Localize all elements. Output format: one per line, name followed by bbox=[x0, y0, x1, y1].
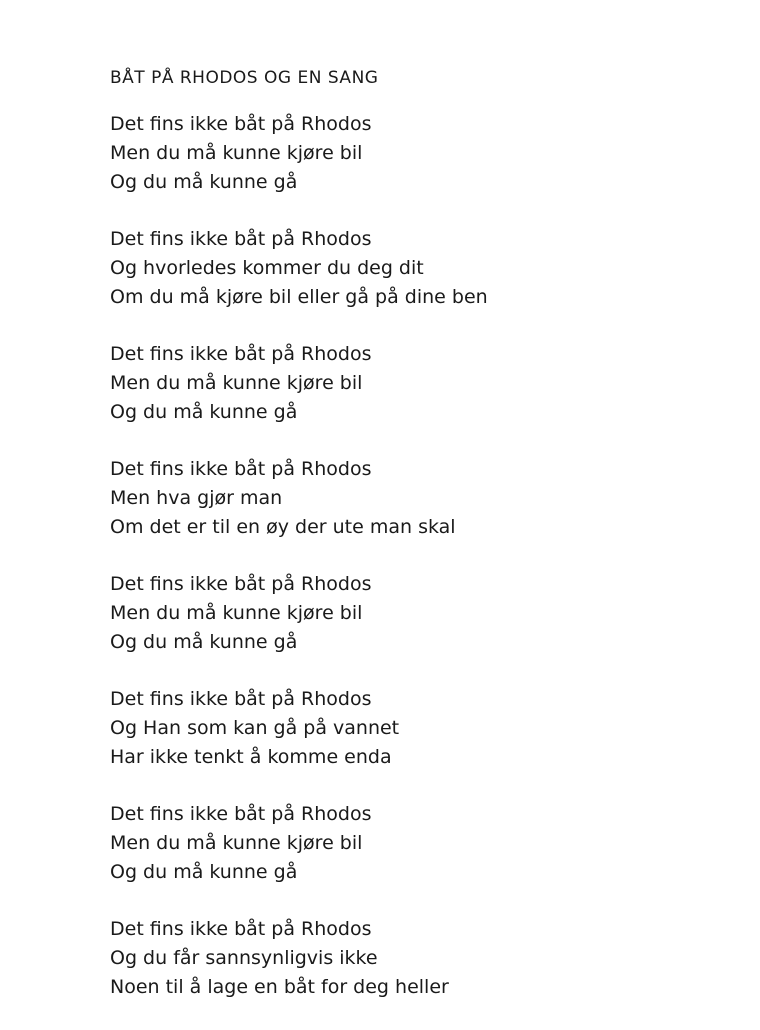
lyric-line: Det fins ikke båt på Rhodos bbox=[110, 113, 372, 135]
lyric-line: Og du må kunne gå bbox=[110, 631, 298, 653]
lyric-line: Det fins ikke båt på Rhodos bbox=[110, 228, 372, 250]
lyric-line: Og Han som kan gå på vannet bbox=[110, 717, 400, 739]
stanza-1 bbox=[110, 110, 730, 197]
stanza-6 bbox=[110, 685, 730, 772]
lyric-line: Og du må kunne gå bbox=[110, 861, 298, 883]
lyric-line: Men du må kunne kjøre bil bbox=[110, 832, 363, 854]
stanza-4 bbox=[110, 455, 730, 542]
lyric-line: Det fins ikke båt på Rhodos bbox=[110, 803, 372, 825]
lyric-line: Det fins ikke båt på Rhodos bbox=[110, 573, 372, 595]
song-title: BÅT PÅ RHODOS OG EN SANG bbox=[110, 68, 379, 88]
lyric-line: Men hva gjør man bbox=[110, 487, 283, 509]
lyric-line: Men du må kunne kjøre bil bbox=[110, 142, 363, 164]
lyric-line: Noen til å lage en båt for deg heller bbox=[110, 976, 449, 998]
stanza-3 bbox=[110, 340, 730, 427]
lyric-line: Har ikke tenkt å komme enda bbox=[110, 746, 392, 768]
lyric-line: Men du må kunne kjøre bil bbox=[110, 602, 363, 624]
stanza-7 bbox=[110, 800, 730, 887]
stanza-5 bbox=[110, 570, 730, 657]
lyric-line: Og du må kunne gå bbox=[110, 401, 298, 423]
lyric-line: Om det er til en øy der ute man skal bbox=[110, 516, 456, 538]
lyric-line: Om du må kjøre bil eller gå på dine ben bbox=[110, 286, 488, 308]
lyric-line: Det fins ikke båt på Rhodos bbox=[110, 458, 372, 480]
stanza-2 bbox=[110, 225, 730, 312]
lyric-line: Det fins ikke båt på Rhodos bbox=[110, 918, 372, 940]
lyric-line: Men du må kunne kjøre bil bbox=[110, 372, 363, 394]
lyric-line: Og du får sannsynligvis ikke bbox=[110, 947, 378, 969]
lyric-line: Og hvorledes kommer du deg dit bbox=[110, 257, 424, 279]
lyric-line: Det fins ikke båt på Rhodos bbox=[110, 343, 372, 365]
lyrics-page bbox=[110, 64, 730, 1030]
lyric-line: Det fins ikke båt på Rhodos bbox=[110, 688, 372, 710]
stanza-8 bbox=[110, 915, 730, 1002]
lyric-line: Og du må kunne gå bbox=[110, 171, 298, 193]
